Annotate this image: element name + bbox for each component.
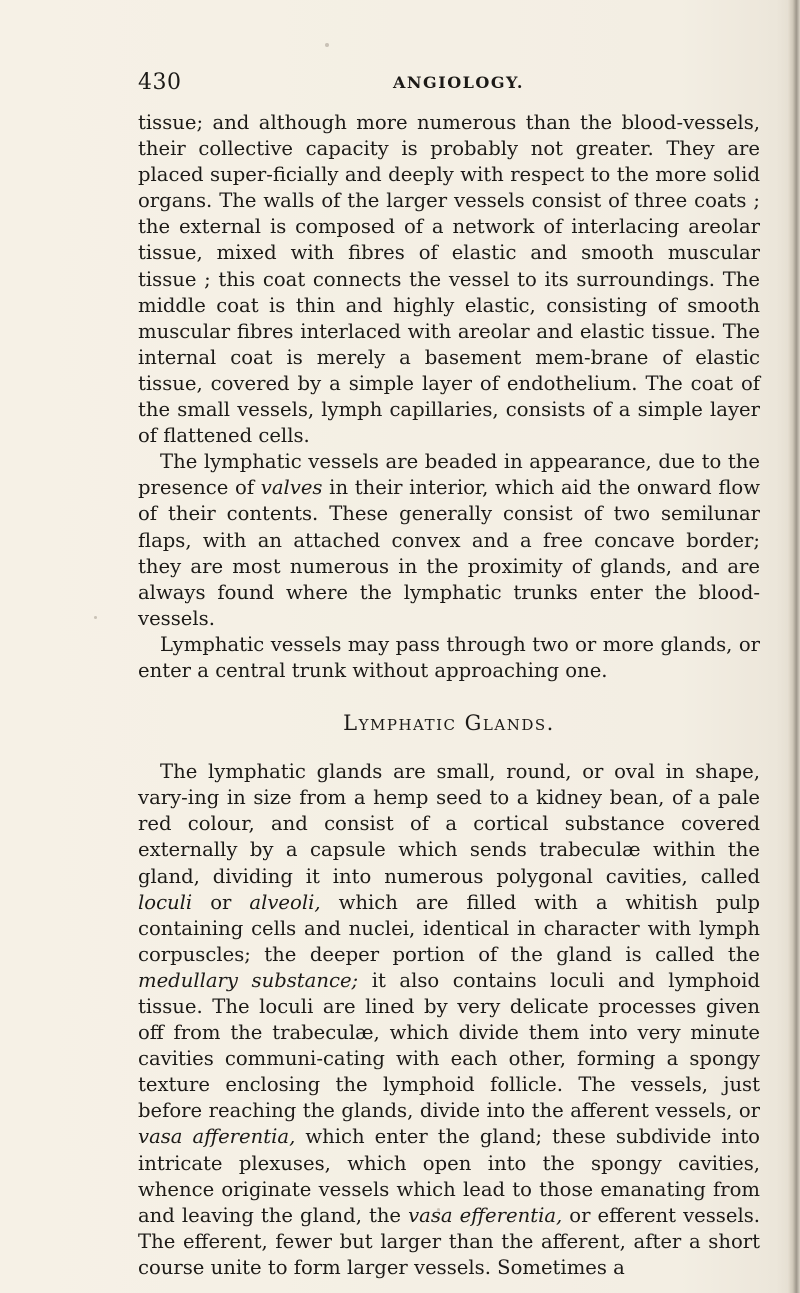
paragraph-3 — [138, 632, 760, 684]
paragraph-4 — [138, 759, 760, 1281]
paragraph-4-text-6: or efferent vessels. The efferent, fewer but larger than the afferent, after a short course unite to form larger vessels. Sometimes a — [138, 1203, 760, 1279]
paragraph-3-text: Lymphatic vessels may pass through two or more glands, or enter a central trunk without approaching one. — [138, 632, 760, 682]
paragraph-4-text-3: which are filled with a whitish pulp containing cells and nuclei, identical in character with lymph corpuscles; the deeper portion of the gland is called the — [138, 890, 760, 966]
paragraph-4-text-2: or — [192, 890, 250, 914]
term-alveoli: alveoli, — [249, 890, 321, 914]
paragraph-1-text: tissue; and although more numerous than the blood-vessels, their collective capacity is probably not greater. They are placed super-ficially and deeply with respect to the more solid organs. The walls of the larger vessels consist of three coats ; the external is composed of a network of interlacing areolar tissue, mixed with fibres of elastic and smooth muscular tissue ; this coat connects the vessel to its surroundings. The middle coat is thin and highly elastic, consisting of smooth muscular fibres interlaced with areolar and elastic tissue. The internal coat is merely a basement mem-brane of elastic tissue, covered by a simple layer of endothelium. The coat of the small vessels, lymph capillaries, consists of a simple layer of flattened cells. — [138, 111, 760, 448]
paper-speck — [325, 43, 329, 47]
running-head: ANGIOLOGY. — [393, 73, 524, 92]
term-medullary-substance: medullary substance; — [138, 968, 359, 992]
body-text — [138, 110, 760, 1281]
page-number: 430 — [138, 70, 182, 95]
paragraph-4-text-4: it also contains loculi and lymphoid tissue. The loculi are lined by very delicate processes given off from the trabeculæ, which divide them into very minute cavities communi-cating with each other, forming a spongy texture enclosing the lymphoid follicle. The vessels, just before reaching the glands, divide into the afferent vessels, or — [138, 968, 760, 1123]
paragraph-4-text-1: The lymphatic glands are small, round, or oval in shape, vary-ing in size from a hemp seed to a kidney bean, of a pale red colour, and consist of a cortical substance covered externally by a capsule which sends trabeculæ within the gland, dividing it into numerous polygonal cavities, called — [138, 760, 760, 888]
paragraph-2 — [138, 449, 760, 632]
paragraph-2-text-a: The lymphatic vessels are beaded in appearance, due to the presence of — [138, 450, 760, 500]
term-valves: valves — [260, 476, 323, 500]
paragraph-4-text-5: which enter the gland; these subdivide into intricate plexuses, which open into the spongy cavities, whence originate vessels which lead to those emanating from and leaving the gland, the — [138, 1125, 760, 1227]
page-edge-shadow — [788, 0, 800, 1293]
section-heading: Lymphatic Glands. — [343, 711, 555, 736]
paragraph-2-text-b: in their interior, which aid the onward flow of their contents. These generally consist of two semilunar flaps, with an attached convex and a free concave border; they are most numerous in the proximity of glands, and are always found where the lymphatic trunks enter the blood-vessels. — [138, 476, 760, 630]
term-loculi: loculi — [138, 890, 193, 914]
page-header — [138, 70, 738, 100]
paper-speck — [437, 1208, 440, 1211]
paragraph-1 — [138, 110, 760, 449]
term-vasa-efferentia: vasa efferentia, — [408, 1203, 563, 1227]
paper-speck — [94, 616, 97, 619]
term-vasa-afferentia: vasa afferentia, — [138, 1125, 296, 1149]
